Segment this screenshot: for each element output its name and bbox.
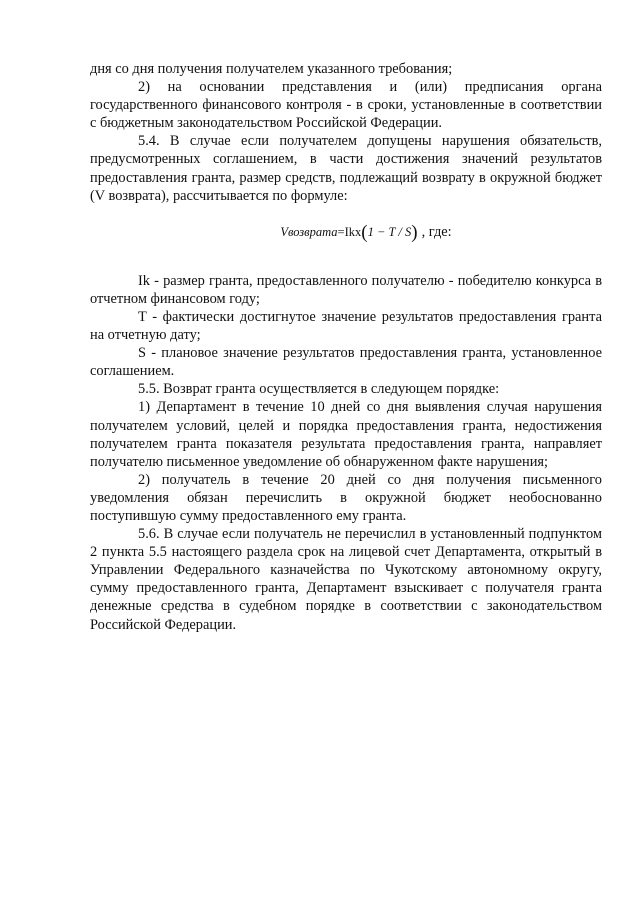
definition-ik: Ik - размер гранта, предоставленного получателю - победителю конкурса в отчетном финансовом году;	[90, 272, 602, 307]
definition-t: T - фактически достигнутое значение результатов предоставления гранта на отчетную дату;	[90, 308, 602, 344]
definition-s: S - плановое значение результатов предоставления гранта, установленное соглашением.	[90, 345, 602, 380]
formula-lhs: Vвозврата	[280, 224, 338, 239]
paragraph-5-5-item-2: 2) получатель в течение 20 дней со дня получения письменного уведомления обязан перечислить в окружной бюджет необоснованно поступившую сумму предоставленного ему гранта.	[90, 471, 602, 524]
formula-suffix: , где:	[421, 223, 452, 240]
document-body	[90, 60, 602, 634]
paragraph-5-4: 5.4. В случае если получателем допущены нарушения обязательств, предусмотренных соглашением, в части достижения значений результатов предоставления гранта, размер средств, подлежащий возврату в окружной бюджет (V возврата), рассчитывается по формуле:	[90, 133, 602, 204]
formula-coef: Ikx	[344, 224, 362, 239]
formula-open-paren: (	[361, 221, 368, 243]
paragraph-5-5-item-1: 1) Департамент в течение 10 дней со дня выявления случая нарушения получателем условий, целей и порядка предоставления гранта, недостижения получателем гранта показателя результата предоставления гранта, направляет получателю письменное уведомление об обнаруженном факте нарушения;	[90, 399, 602, 470]
paragraph-continuation: дня со дня получения получателем указанного требования;	[90, 61, 453, 77]
formula-equals: =	[337, 224, 345, 239]
paragraph-5-6: 5.6. В случае если получатель не перечислил в установленный подпунктом 2 пункта 5.5 настоящего раздела срок на лицевой счет Департамента, открытый в Управлении Федерального казначейства по Чукотскому автономному округу, сумму предоставленного гранта, Департамент взыскивает с получателя гранта денежные средства в судебном порядке в соответствии с законодательством Российской Федерации.	[90, 526, 602, 633]
formula-body: 1 − T / S	[367, 224, 412, 239]
formula	[90, 212, 602, 252]
formula-close-paren: )	[411, 221, 418, 243]
paragraph-item-2: 2) на основании представления и (или) предписания органа государственного финансового контроля - в сроки, установленные в соответствии с бюджетным законодательством Российской Федерации.	[90, 79, 602, 132]
paragraph-5-5: 5.5. Возврат гранта осуществляется в следующем порядке:	[138, 381, 500, 398]
